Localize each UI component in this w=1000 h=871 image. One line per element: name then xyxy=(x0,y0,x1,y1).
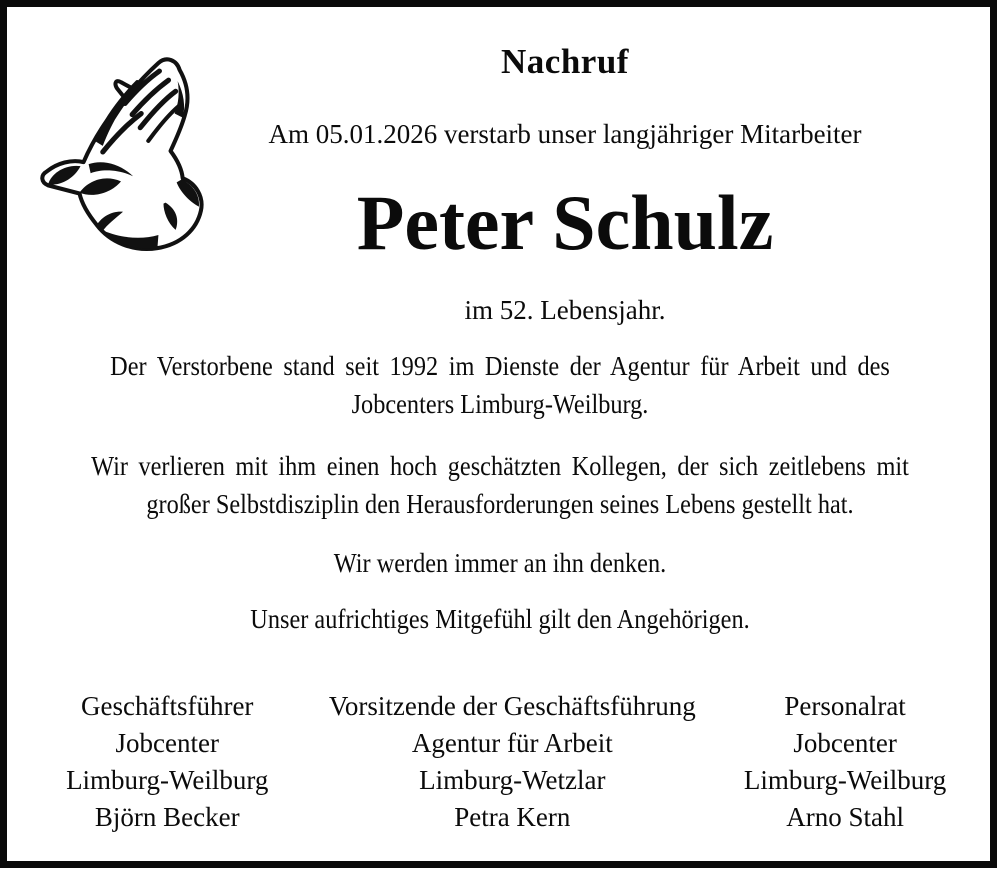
remembrance-line: Wir werden immer an ihn denken. xyxy=(333,548,667,578)
service-paragraph-line-1: Der Verstorbene stand seit 1992 im Dienste der Agentur für Arbeit und des xyxy=(110,351,890,381)
signature-org: Jobcenter xyxy=(115,728,219,758)
age-line: im 52. Lebensjahr. xyxy=(464,295,666,325)
signature-region: Limburg-Weilburg xyxy=(743,765,947,795)
deceased-name: Peter Schulz xyxy=(356,179,774,266)
signature-region: Limburg-Weilburg xyxy=(66,765,269,795)
tribute-paragraph-line-1: Wir verlieren mit ihm einen hoch geschätzten Kollegen, der sich zeitlebens mit xyxy=(91,451,909,481)
signature-columns xyxy=(7,688,993,836)
signature-person: Arno Stahl xyxy=(786,802,904,832)
signature-role: Personalrat xyxy=(784,691,906,721)
signature-org: Agentur für Arbeit xyxy=(411,728,613,758)
signature-role: Geschäftsführer xyxy=(81,691,254,721)
service-paragraph-line-2: Jobcenters Limburg-Weilburg. xyxy=(351,389,649,419)
tribute-paragraph-line-2: großer Selbstdisziplin den Herausforderungen seines Lebens gestellt hat. xyxy=(146,489,854,519)
notice-title: Nachruf xyxy=(501,42,629,81)
signature-role: Vorsitzende der Geschäftsführung xyxy=(328,691,696,721)
signature-column-geschaeftsfuehrer xyxy=(7,688,327,836)
signature-column-personalrat xyxy=(697,688,993,836)
signature-person: Björn Becker xyxy=(94,802,240,832)
signature-org: Jobcenter xyxy=(793,728,897,758)
intro-line: Am 05.01.2026 verstarb unser langjähriger Mitarbeiter xyxy=(268,119,862,149)
signature-column-vorsitzende xyxy=(327,688,697,836)
signature-person: Petra Kern xyxy=(454,802,571,832)
signature-region: Limburg-Wetzlar xyxy=(419,765,606,795)
condolence-line: Unser aufrichtiges Mitgefühl gilt den Angehörigen. xyxy=(250,604,750,634)
